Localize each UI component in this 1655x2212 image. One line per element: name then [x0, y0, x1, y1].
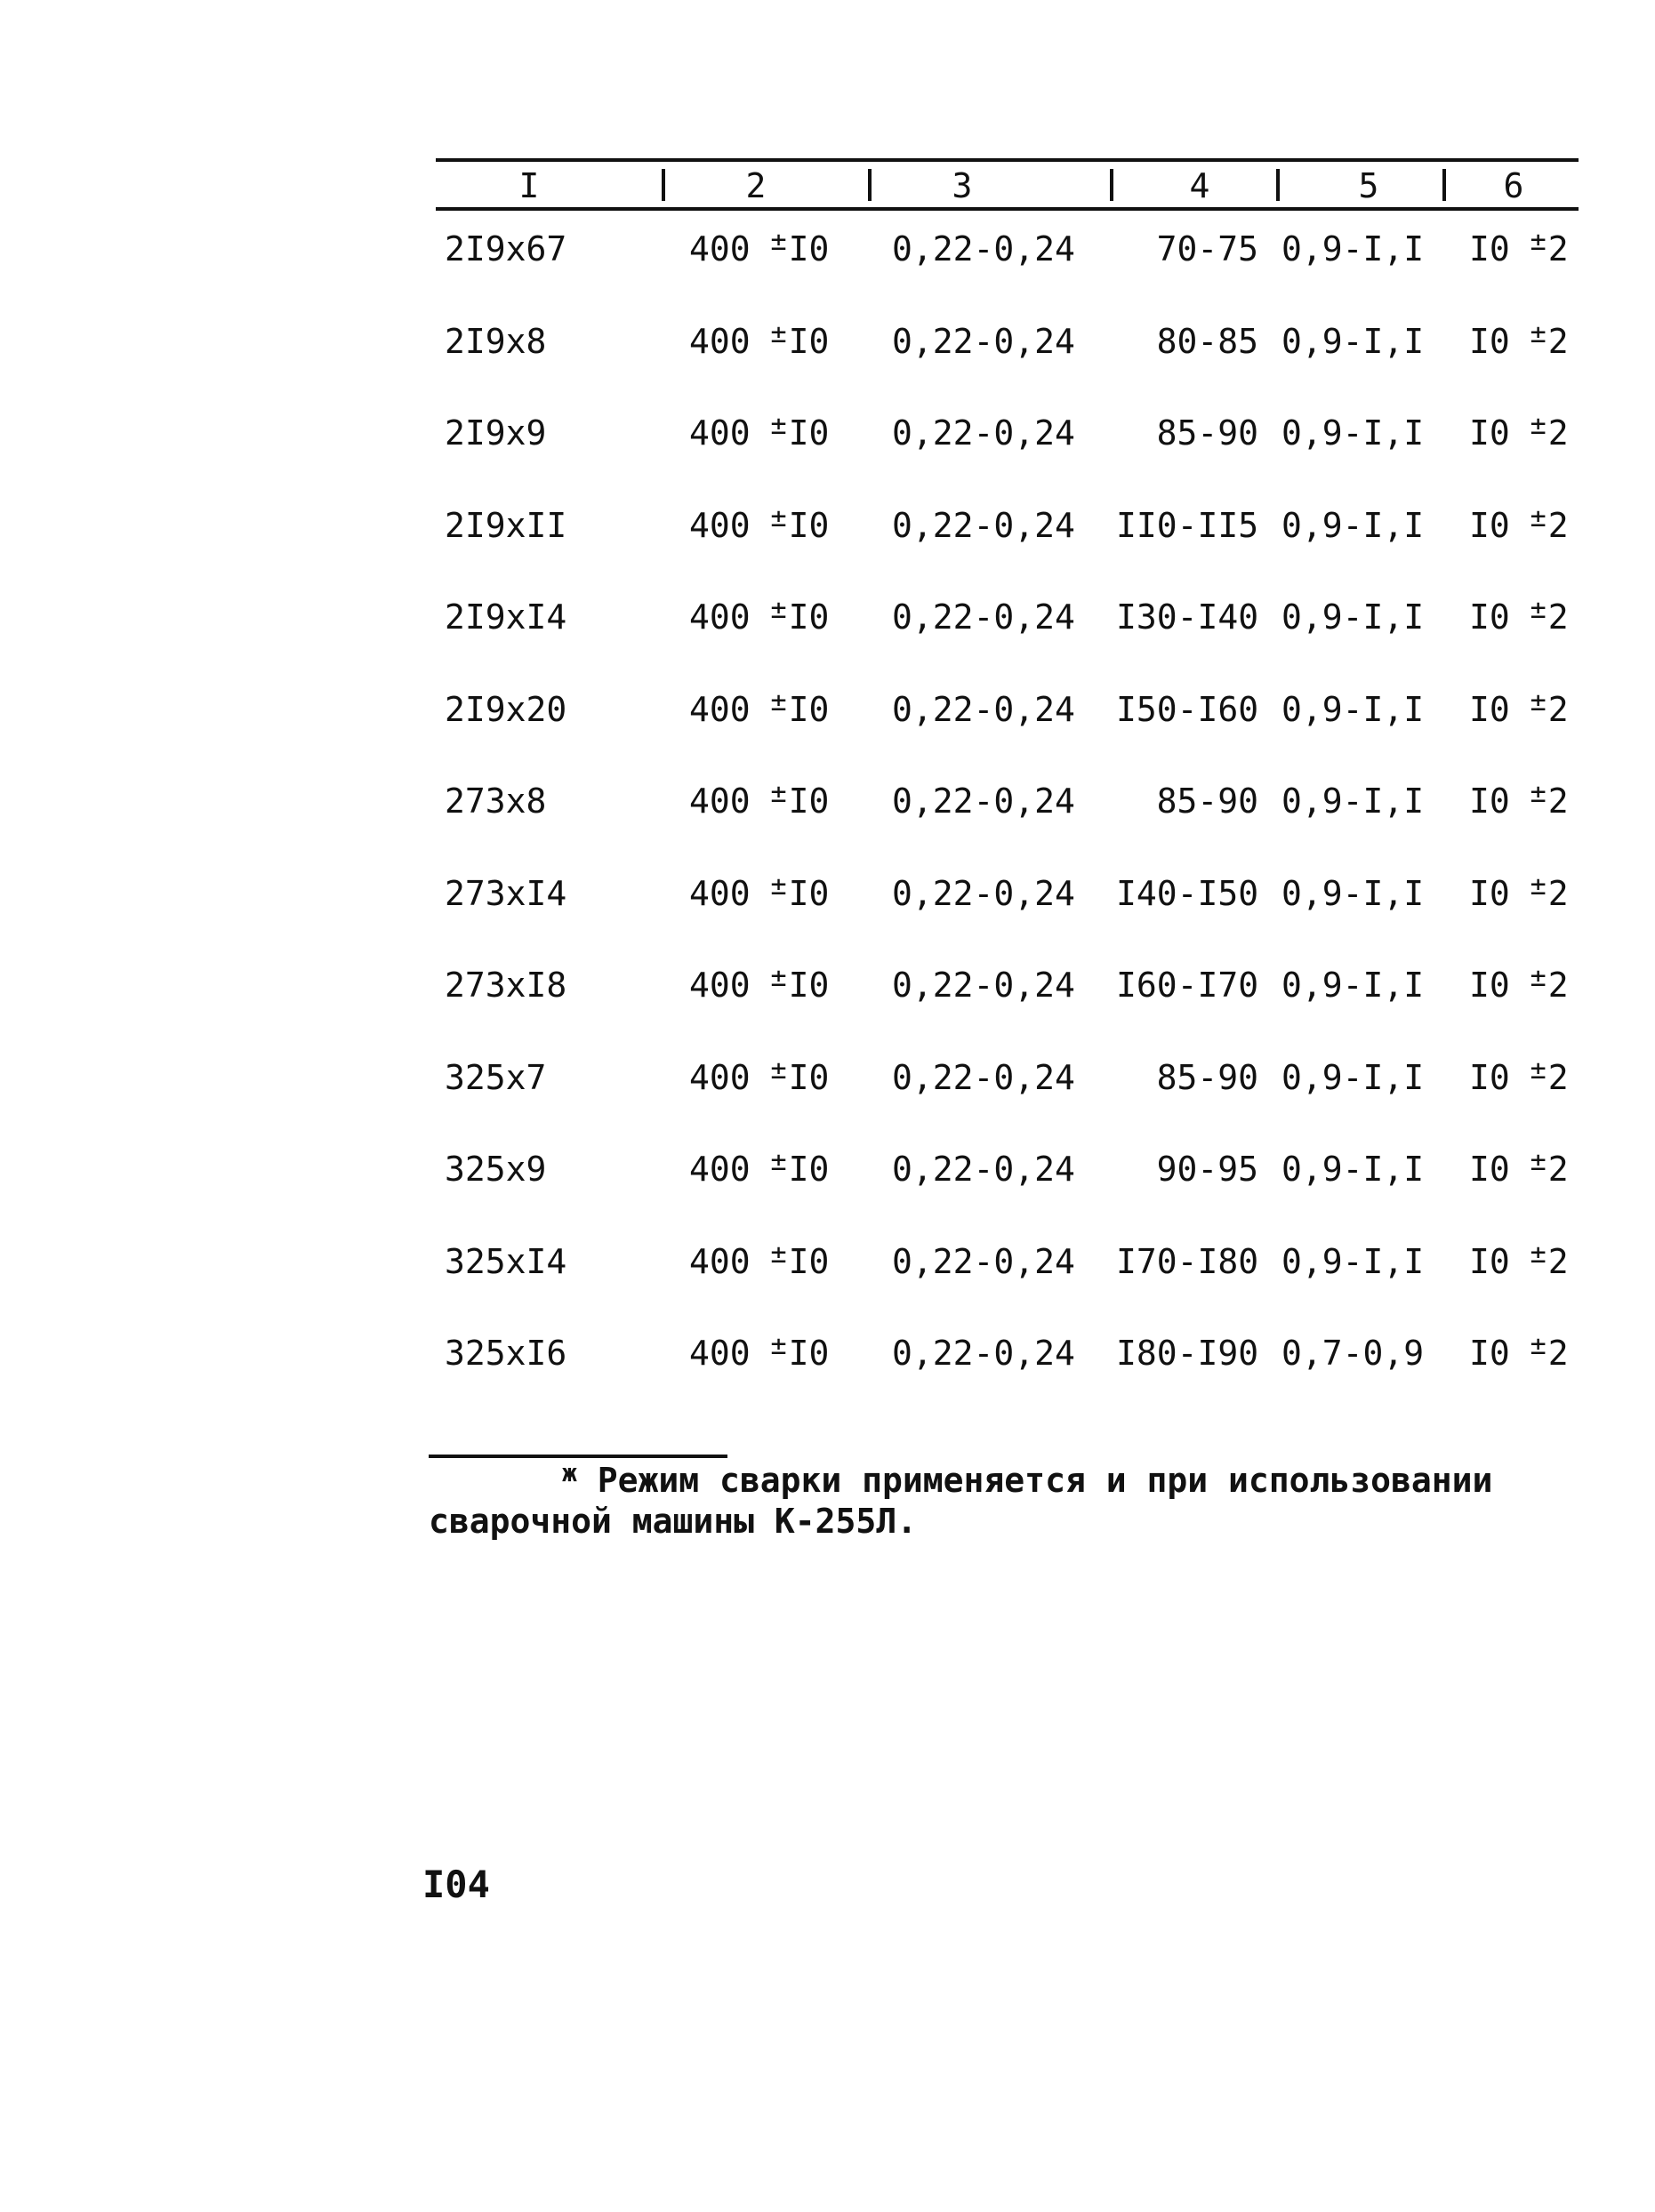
current-base: 400	[689, 413, 751, 453]
table-row	[0, 1235, 1655, 1288]
plus-minus-sign: ±	[770, 1146, 787, 1177]
current-cell	[689, 315, 829, 372]
upset-base: I0	[1469, 966, 1510, 1005]
plus-minus-sign: ±	[1530, 778, 1547, 809]
plus-minus-sign: ±	[770, 1330, 787, 1361]
current-tolerance: I0	[788, 874, 830, 913]
column-separator	[662, 169, 665, 201]
upset-cell	[1469, 1235, 1569, 1292]
plus-minus-sign: ±	[1530, 686, 1547, 717]
current-tolerance: I0	[788, 781, 830, 821]
upset-tolerance: 2	[1547, 1058, 1569, 1097]
time-cell: I60-I70	[1116, 966, 1259, 1005]
current-tolerance: I0	[788, 1242, 830, 1281]
current-tolerance: I0	[788, 1150, 830, 1189]
footnote-text: Режим сварки применяется и при использовании сварочной машины К-255Л.	[429, 1461, 1493, 1541]
table-row	[0, 499, 1655, 552]
upset-tolerance: 2	[1547, 1242, 1569, 1281]
plus-minus-sign: ±	[770, 1054, 787, 1086]
plus-minus-sign: ±	[770, 962, 787, 993]
pipe-size-cell: 325xI4	[445, 1242, 567, 1281]
plus-minus-sign: ±	[1530, 870, 1547, 902]
upset-tolerance: 2	[1547, 413, 1569, 453]
plus-minus-sign: ±	[1530, 1330, 1547, 1361]
pressure-cell: 0,7-0,9	[1281, 1334, 1425, 1373]
plus-minus-sign: ±	[1530, 1054, 1547, 1086]
plus-minus-sign: ±	[770, 226, 787, 257]
plus-minus-sign: ±	[1530, 502, 1547, 533]
pressure-cell: 0,9-I,I	[1281, 229, 1425, 268]
upset-base: I0	[1469, 1242, 1510, 1281]
plus-minus-sign: ±	[1530, 1146, 1547, 1177]
plus-minus-sign: ±	[770, 502, 787, 533]
current-tolerance: I0	[788, 229, 830, 268]
upset-base: I0	[1469, 229, 1510, 268]
table-row	[0, 315, 1655, 368]
speed-cell: 0,22-0,24	[892, 597, 1075, 637]
upset-base: I0	[1469, 1150, 1510, 1189]
plus-minus-sign: ±	[770, 870, 787, 902]
current-cell	[689, 1235, 829, 1292]
speed-cell: 0,22-0,24	[892, 506, 1075, 545]
current-tolerance: I0	[788, 597, 830, 637]
table-row	[0, 867, 1655, 920]
pipe-size-cell: 2I9x8	[445, 322, 547, 361]
pressure-cell: 0,9-I,I	[1281, 966, 1425, 1005]
upset-tolerance: 2	[1547, 506, 1569, 545]
upset-tolerance: 2	[1547, 690, 1569, 729]
column-header-3: 3	[952, 166, 973, 205]
current-cell	[689, 958, 829, 1015]
pressure-cell: 0,9-I,I	[1281, 1058, 1425, 1097]
speed-cell: 0,22-0,24	[892, 874, 1075, 913]
upset-base: I0	[1469, 322, 1510, 361]
table-row	[0, 1051, 1655, 1104]
footnote-marker: ж	[562, 1458, 577, 1487]
speed-cell: 0,22-0,24	[892, 690, 1075, 729]
pressure-cell: 0,9-I,I	[1281, 506, 1425, 545]
current-cell	[689, 1142, 829, 1199]
time-cell: 80-85	[1156, 322, 1258, 361]
pipe-size-cell: 273x8	[445, 781, 547, 821]
current-cell	[689, 1051, 829, 1108]
upset-cell	[1469, 774, 1569, 831]
plus-minus-sign: ±	[1530, 962, 1547, 993]
plus-minus-sign: ±	[770, 778, 787, 809]
plus-minus-sign: ±	[770, 1238, 787, 1270]
current-base: 400	[689, 597, 751, 637]
current-tolerance: I0	[788, 322, 830, 361]
table-row	[0, 774, 1655, 828]
pipe-size-cell: 273xI4	[445, 874, 567, 913]
time-cell: 85-90	[1156, 781, 1258, 821]
current-cell	[689, 590, 829, 647]
current-base: 400	[689, 966, 751, 1005]
current-cell	[689, 222, 829, 279]
pressure-cell: 0,9-I,I	[1281, 597, 1425, 637]
pipe-size-cell: 325x9	[445, 1150, 547, 1189]
speed-cell: 0,22-0,24	[892, 1242, 1075, 1281]
upset-cell	[1469, 590, 1569, 647]
pressure-cell: 0,9-I,I	[1281, 1150, 1425, 1189]
pipe-size-cell: 325xI6	[445, 1334, 567, 1373]
column-separator	[1110, 169, 1113, 201]
speed-cell: 0,22-0,24	[892, 966, 1075, 1005]
column-separator	[1442, 169, 1446, 201]
pipe-size-cell: 2I9xI4	[445, 597, 567, 637]
speed-cell: 0,22-0,24	[892, 413, 1075, 453]
speed-cell: 0,22-0,24	[892, 1150, 1075, 1189]
table-header-row	[0, 165, 1655, 206]
upset-tolerance: 2	[1547, 229, 1569, 268]
time-cell: I50-I60	[1116, 690, 1259, 729]
upset-tolerance: 2	[1547, 1334, 1569, 1373]
column-separator	[868, 169, 872, 201]
upset-base: I0	[1469, 781, 1510, 821]
current-base: 400	[689, 229, 751, 268]
upset-cell	[1469, 1326, 1569, 1383]
upset-cell	[1469, 1051, 1569, 1108]
time-cell: 85-90	[1156, 413, 1258, 453]
time-cell: 85-90	[1156, 1058, 1258, 1097]
plus-minus-sign: ±	[770, 686, 787, 717]
current-base: 400	[689, 874, 751, 913]
current-base: 400	[689, 781, 751, 821]
upset-base: I0	[1469, 506, 1510, 545]
upset-tolerance: 2	[1547, 966, 1569, 1005]
time-cell: I40-I50	[1116, 874, 1259, 913]
upset-base: I0	[1469, 690, 1510, 729]
table-header-rule	[436, 207, 1579, 211]
column-header-2: 2	[745, 166, 767, 205]
column-header-1: I	[518, 166, 540, 205]
upset-cell	[1469, 315, 1569, 372]
table-row	[0, 683, 1655, 736]
plus-minus-sign: ±	[1530, 1238, 1547, 1270]
pipe-size-cell: 2I9x67	[445, 229, 567, 268]
pipe-size-cell: 2I9xII	[445, 506, 567, 545]
time-cell: 70-75	[1156, 229, 1258, 268]
upset-tolerance: 2	[1547, 1150, 1569, 1189]
upset-tolerance: 2	[1547, 597, 1569, 637]
plus-minus-sign: ±	[770, 594, 787, 625]
current-tolerance: I0	[788, 1058, 830, 1097]
current-base: 400	[689, 690, 751, 729]
upset-cell	[1469, 867, 1569, 924]
table-row	[0, 222, 1655, 276]
upset-tolerance: 2	[1547, 874, 1569, 913]
time-cell: 90-95	[1156, 1150, 1258, 1189]
pressure-cell: 0,9-I,I	[1281, 322, 1425, 361]
upset-cell	[1469, 406, 1569, 463]
table-row	[0, 406, 1655, 460]
plus-minus-sign: ±	[770, 410, 787, 441]
time-cell: I30-I40	[1116, 597, 1259, 637]
time-cell: I80-I90	[1116, 1334, 1259, 1373]
current-base: 400	[689, 1150, 751, 1189]
current-cell	[689, 499, 829, 556]
table-row	[0, 1326, 1655, 1380]
current-cell	[689, 867, 829, 924]
upset-tolerance: 2	[1547, 322, 1569, 361]
upset-base: I0	[1469, 874, 1510, 913]
plus-minus-sign: ±	[1530, 410, 1547, 441]
column-separator	[1276, 169, 1280, 201]
current-base: 400	[689, 1334, 751, 1373]
current-base: 400	[689, 1242, 751, 1281]
pressure-cell: 0,9-I,I	[1281, 781, 1425, 821]
time-cell: II0-II5	[1116, 506, 1259, 545]
current-base: 400	[689, 506, 751, 545]
speed-cell: 0,22-0,24	[892, 1058, 1075, 1097]
pressure-cell: 0,9-I,I	[1281, 1242, 1425, 1281]
pipe-size-cell: 2I9x20	[445, 690, 567, 729]
column-header-5: 5	[1358, 166, 1379, 205]
pipe-size-cell: 2I9x9	[445, 413, 547, 453]
footnote-rule	[429, 1455, 727, 1458]
current-tolerance: I0	[788, 413, 830, 453]
page-number: I04	[422, 1863, 490, 1906]
speed-cell: 0,22-0,24	[892, 781, 1075, 821]
table-row	[0, 1142, 1655, 1196]
pipe-size-cell: 325x7	[445, 1058, 547, 1097]
plus-minus-sign: ±	[1530, 594, 1547, 625]
current-cell	[689, 774, 829, 831]
current-base: 400	[689, 1058, 751, 1097]
upset-base: I0	[1469, 1058, 1510, 1097]
current-tolerance: I0	[788, 690, 830, 729]
upset-base: I0	[1469, 597, 1510, 637]
column-header-6: 6	[1503, 166, 1524, 205]
column-header-4: 4	[1189, 166, 1210, 205]
plus-minus-sign: ±	[1530, 226, 1547, 257]
plus-minus-sign: ±	[770, 318, 787, 349]
upset-cell	[1469, 1142, 1569, 1199]
pressure-cell: 0,9-I,I	[1281, 874, 1425, 913]
speed-cell: 0,22-0,24	[892, 1334, 1075, 1373]
pressure-cell: 0,9-I,I	[1281, 690, 1425, 729]
upset-cell	[1469, 958, 1569, 1015]
upset-tolerance: 2	[1547, 781, 1569, 821]
upset-cell	[1469, 222, 1569, 279]
current-cell	[689, 683, 829, 740]
upset-base: I0	[1469, 413, 1510, 453]
current-base: 400	[689, 322, 751, 361]
table-row	[0, 590, 1655, 644]
pressure-cell: 0,9-I,I	[1281, 413, 1425, 453]
speed-cell: 0,22-0,24	[892, 322, 1075, 361]
plus-minus-sign: ±	[1530, 318, 1547, 349]
current-tolerance: I0	[788, 1334, 830, 1373]
time-cell: I70-I80	[1116, 1242, 1259, 1281]
upset-cell	[1469, 499, 1569, 556]
current-tolerance: I0	[788, 506, 830, 545]
pipe-size-cell: 273xI8	[445, 966, 567, 1005]
current-cell	[689, 1326, 829, 1383]
speed-cell: 0,22-0,24	[892, 229, 1075, 268]
current-tolerance: I0	[788, 966, 830, 1005]
footnote	[429, 1458, 1585, 1541]
upset-base: I0	[1469, 1334, 1510, 1373]
upset-cell	[1469, 683, 1569, 740]
current-cell	[689, 406, 829, 463]
table-row	[0, 958, 1655, 1012]
table-top-rule	[436, 158, 1579, 162]
